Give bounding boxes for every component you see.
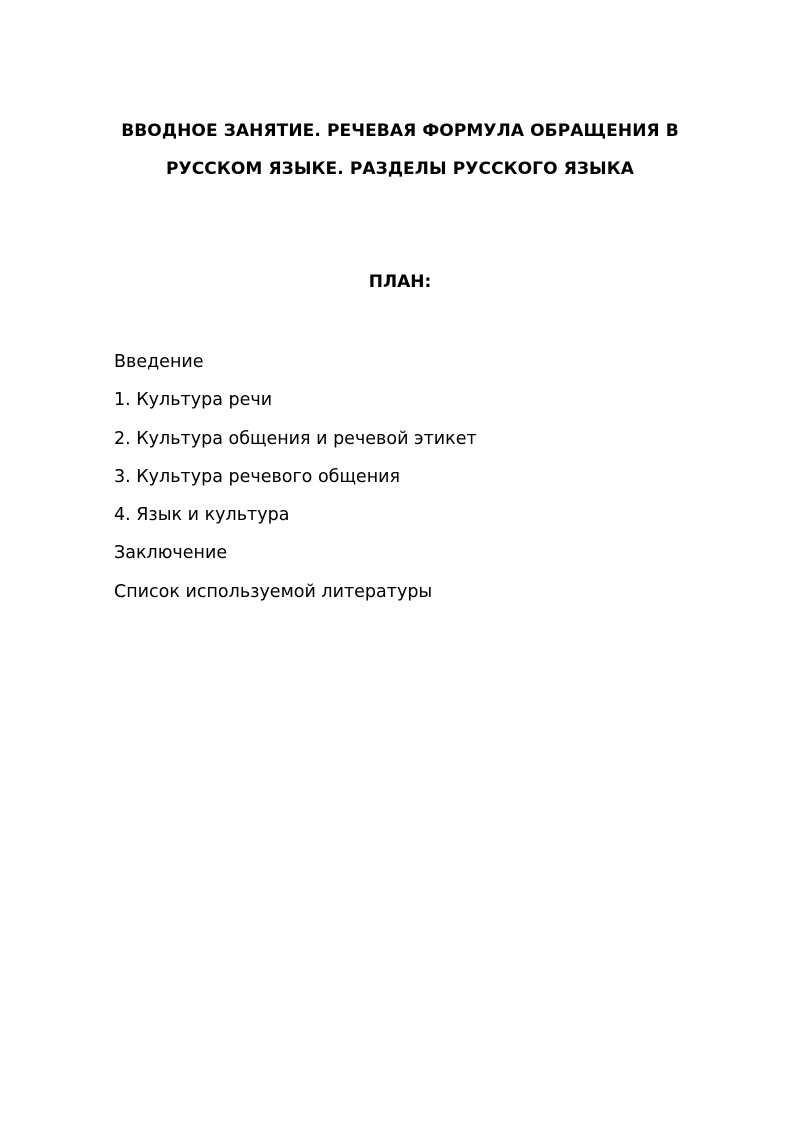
- title-line-1: ВВОДНОЕ ЗАНЯТИЕ. РЕЧЕВАЯ ФОРМУЛА ОБРАЩЕНИЯ В: [121, 121, 679, 141]
- title-line-2: РУССКОМ ЯЗЫКЕ. РАЗДЕЛЫ РУССКОГО ЯЗЫКА: [165, 159, 635, 179]
- toc-item-2: 2. Культура общения и речевой этикет: [114, 428, 477, 449]
- table-of-contents: [114, 343, 477, 611]
- toc-item-conclusion: Заключение: [114, 543, 228, 564]
- toc-item-3: 3. Культура речевого общения: [114, 466, 401, 487]
- toc-item-introduction: Введение: [114, 352, 204, 372]
- toc-item-bibliography: Список используемой литературы: [114, 581, 433, 602]
- plan-heading: ПЛАН:: [368, 272, 432, 292]
- document-title: [110, 112, 690, 188]
- toc-item-1: 1. Культура речи: [114, 390, 273, 411]
- toc-item-4: 4. Язык и культура: [114, 505, 290, 526]
